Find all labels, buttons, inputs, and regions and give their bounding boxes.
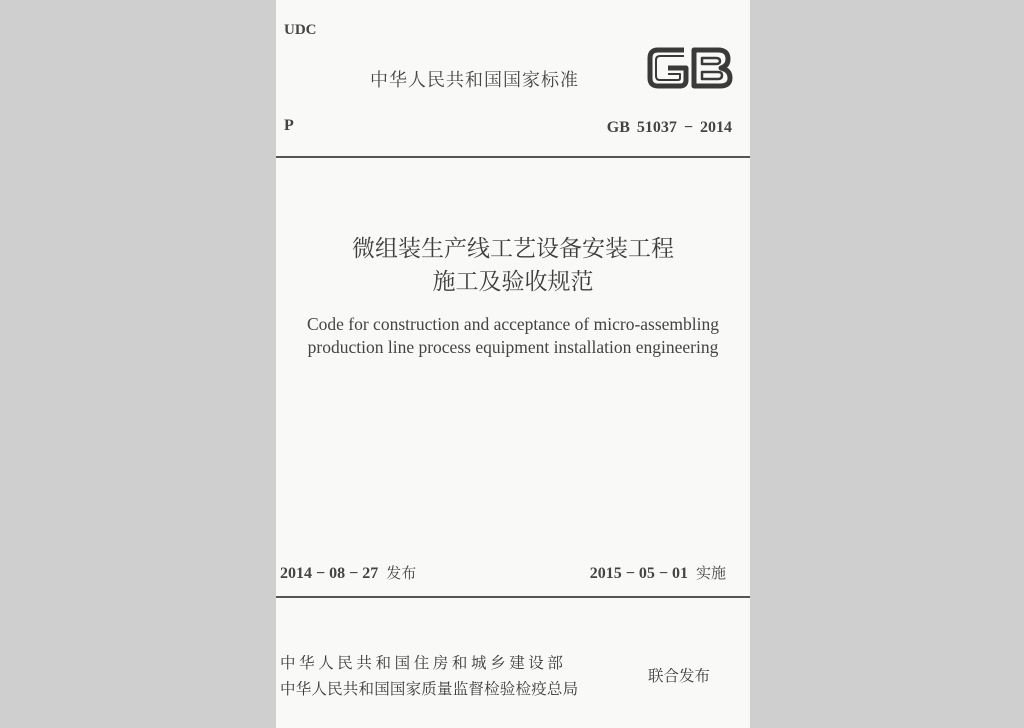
joint-issue-label: 联合发布 bbox=[648, 667, 711, 685]
issue-label: 发布 bbox=[386, 564, 417, 582]
standard-number: GB 51037 − 2014 bbox=[606, 119, 732, 136]
header-divider bbox=[276, 156, 750, 158]
issue-date: 2014 − 08 − 27 bbox=[280, 565, 379, 582]
udc-label: UDC bbox=[284, 22, 317, 38]
issuer-aqsiq: 中华人民共和国国家质量监督检验检疫总局 bbox=[280, 680, 579, 698]
national-standard-label: 中华人民共和国国家标准 bbox=[370, 70, 579, 91]
title-cn-line1: 微组装生产线工艺设备安装工程 bbox=[352, 236, 674, 262]
gb-logo bbox=[644, 42, 734, 94]
implement-date: 2015 − 05 − 01 bbox=[589, 565, 688, 582]
title-en-line1: Code for construction and acceptance of micro-assembling bbox=[306, 314, 720, 334]
standard-cover-page bbox=[276, 0, 750, 728]
implement-label: 实施 bbox=[695, 564, 726, 582]
category-code: P bbox=[284, 117, 294, 134]
implement-date-block bbox=[590, 562, 726, 583]
title-en-line2: production line process equipment installation engineering bbox=[307, 337, 719, 357]
footer-divider bbox=[276, 596, 750, 598]
issuer-ministry: 中华人民共和国住房和城乡建设部 bbox=[280, 654, 567, 672]
title-cn-line2: 施工及验收规范 bbox=[432, 269, 594, 295]
issue-date-block bbox=[280, 562, 416, 583]
